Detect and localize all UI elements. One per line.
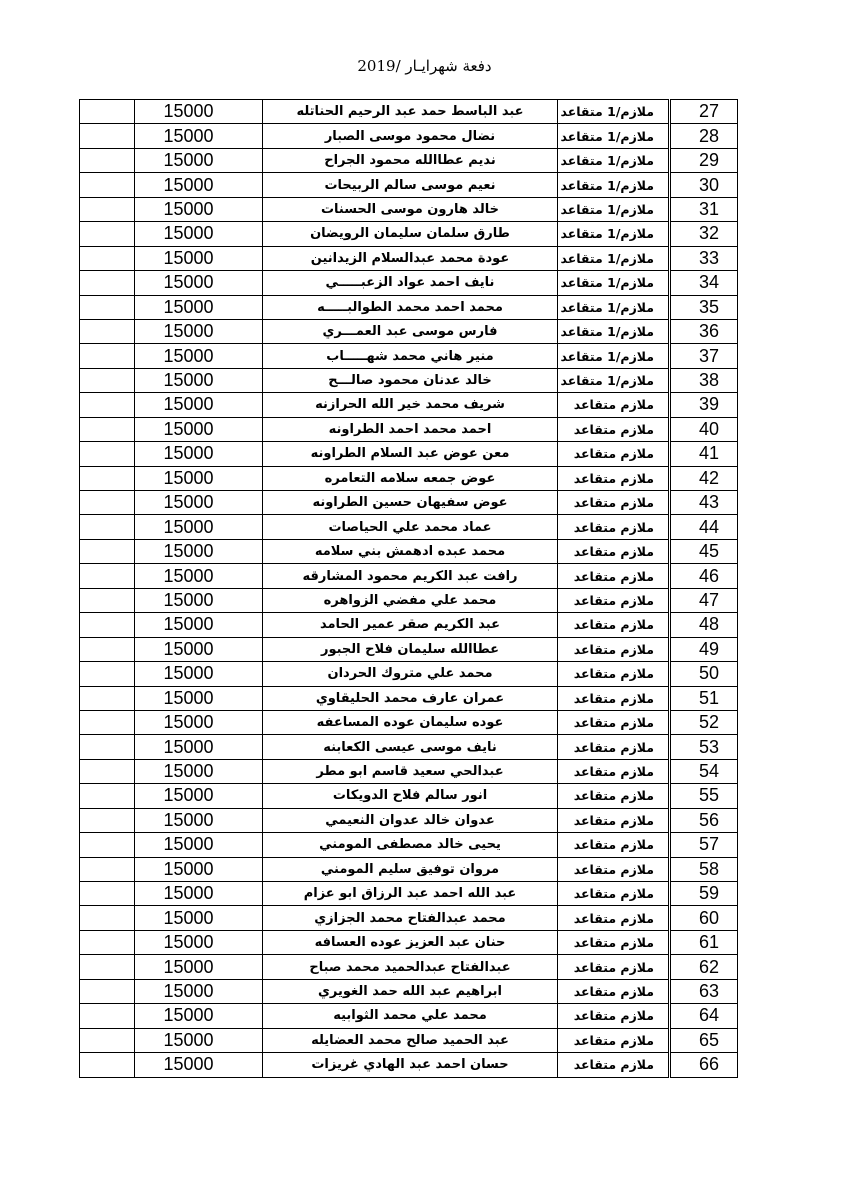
name-cell: عودة محمد عبدالسلام الزيدانين — [263, 246, 558, 270]
name-cell: نايف موسى عيسى الكعابنه — [263, 735, 558, 759]
name-cell: عبد الباسط حمد عبد الرحيم الحناتله — [263, 100, 558, 124]
amount-cell: 15000 — [135, 491, 263, 515]
table-row — [80, 906, 738, 930]
name-cell: محمد عبده ادهمش بني سلامه — [263, 539, 558, 563]
amount-cell: 15000 — [135, 197, 263, 221]
empty-cell — [80, 100, 135, 124]
name-cell: محمد علي محمد الثوابيه — [263, 1004, 558, 1028]
name-cell: احمد محمد احمد الطراونه — [263, 417, 558, 441]
rank-cell: ملازم/1 متقاعد — [558, 148, 670, 172]
table-row — [80, 295, 738, 319]
row-number-cell: 31 — [670, 197, 738, 221]
row-number-cell: 53 — [670, 735, 738, 759]
amount-cell: 15000 — [135, 979, 263, 1003]
name-cell: طارق سلمان سليمان الرويضان — [263, 222, 558, 246]
rank-cell: ملازم متقاعد — [558, 466, 670, 490]
empty-cell — [80, 662, 135, 686]
rank-cell: ملازم متقاعد — [558, 784, 670, 808]
table-row — [80, 344, 738, 368]
empty-cell — [80, 148, 135, 172]
rank-cell: ملازم متقاعد — [558, 491, 670, 515]
name-cell: عبدالفتاح عبدالحميد محمد صباح — [263, 955, 558, 979]
amount-cell: 15000 — [135, 564, 263, 588]
rank-cell: ملازم متقاعد — [558, 588, 670, 612]
table-row — [80, 319, 738, 343]
empty-cell — [80, 637, 135, 661]
amount-cell: 15000 — [135, 808, 263, 832]
empty-cell — [80, 368, 135, 392]
amount-cell: 15000 — [135, 710, 263, 734]
table-row — [80, 710, 738, 734]
row-number-cell: 56 — [670, 808, 738, 832]
table-row — [80, 857, 738, 881]
row-number-cell: 52 — [670, 710, 738, 734]
row-number-cell: 32 — [670, 222, 738, 246]
amount-cell: 15000 — [135, 466, 263, 490]
amount-cell: 15000 — [135, 930, 263, 954]
row-number-cell: 49 — [670, 637, 738, 661]
name-cell: عبد الله احمد عبد الرزاق ابو عزام — [263, 882, 558, 906]
empty-cell — [80, 1053, 135, 1077]
empty-cell — [80, 466, 135, 490]
row-number-cell: 65 — [670, 1028, 738, 1052]
empty-cell — [80, 588, 135, 612]
rank-cell: ملازم/1 متقاعد — [558, 271, 670, 295]
table-row — [80, 833, 738, 857]
row-number-cell: 45 — [670, 539, 738, 563]
row-number-cell: 37 — [670, 344, 738, 368]
table-row — [80, 393, 738, 417]
amount-cell: 15000 — [135, 222, 263, 246]
empty-cell — [80, 735, 135, 759]
name-cell: محمد عبدالفتاح محمد الجزازي — [263, 906, 558, 930]
empty-cell — [80, 491, 135, 515]
empty-cell — [80, 833, 135, 857]
row-number-cell: 51 — [670, 686, 738, 710]
amount-cell: 15000 — [135, 148, 263, 172]
empty-cell — [80, 246, 135, 270]
amount-cell: 15000 — [135, 515, 263, 539]
page-title: دفعة شهرايـار /2019 — [357, 57, 492, 75]
empty-cell — [80, 393, 135, 417]
empty-cell — [80, 955, 135, 979]
rank-cell: ملازم متقاعد — [558, 564, 670, 588]
empty-cell — [80, 784, 135, 808]
amount-cell: 15000 — [135, 539, 263, 563]
rank-cell: ملازم متقاعد — [558, 515, 670, 539]
rank-cell: ملازم متقاعد — [558, 759, 670, 783]
name-cell: محمد علي متروك الحردان — [263, 662, 558, 686]
name-cell: خالد هارون موسى الحسنات — [263, 197, 558, 221]
name-cell: نضال محمود موسى الصبار — [263, 124, 558, 148]
rank-cell: ملازم/1 متقاعد — [558, 344, 670, 368]
row-number-cell: 55 — [670, 784, 738, 808]
name-cell: عوده سليمان عوده المساعفه — [263, 710, 558, 734]
name-cell: معن عوض عبد السلام الطراونه — [263, 442, 558, 466]
amount-cell: 15000 — [135, 368, 263, 392]
name-cell: عبد الحميد صالح محمد العضايله — [263, 1028, 558, 1052]
row-number-cell: 29 — [670, 148, 738, 172]
row-number-cell: 61 — [670, 930, 738, 954]
name-cell: مروان توفيق سليم المومني — [263, 857, 558, 881]
name-cell: عدوان خالد عدوان النعيمي — [263, 808, 558, 832]
empty-cell — [80, 906, 135, 930]
row-number-cell: 43 — [670, 491, 738, 515]
empty-cell — [80, 857, 135, 881]
rank-cell: ملازم متقاعد — [558, 979, 670, 1003]
name-cell: انور سالم فلاح الدويكات — [263, 784, 558, 808]
rank-cell: ملازم متقاعد — [558, 857, 670, 881]
amount-cell: 15000 — [135, 295, 263, 319]
amount-cell: 15000 — [135, 246, 263, 270]
amount-cell: 15000 — [135, 857, 263, 881]
table-row — [80, 442, 738, 466]
row-number-cell: 42 — [670, 466, 738, 490]
name-cell: نايف احمد عواد الزعبـــــي — [263, 271, 558, 295]
table-row — [80, 491, 738, 515]
row-number-cell: 36 — [670, 319, 738, 343]
name-cell: عوض سفيهان حسين الطراونه — [263, 491, 558, 515]
row-number-cell: 44 — [670, 515, 738, 539]
table-row — [80, 1053, 738, 1077]
rank-cell: ملازم/1 متقاعد — [558, 368, 670, 392]
name-cell: نديم عطاالله محمود الجراح — [263, 148, 558, 172]
empty-cell — [80, 197, 135, 221]
table-row — [80, 979, 738, 1003]
row-number-cell: 34 — [670, 271, 738, 295]
amount-cell: 15000 — [135, 784, 263, 808]
row-number-cell: 40 — [670, 417, 738, 441]
table-row — [80, 124, 738, 148]
empty-cell — [80, 417, 135, 441]
table-row — [80, 784, 738, 808]
name-cell: عمران عارف محمد الحليقاوي — [263, 686, 558, 710]
table-row — [80, 197, 738, 221]
amount-cell: 15000 — [135, 319, 263, 343]
name-cell: رافت عبد الكريم محمود المشارقه — [263, 564, 558, 588]
table-row — [80, 564, 738, 588]
rank-cell: ملازم متقاعد — [558, 955, 670, 979]
rank-cell: ملازم متقاعد — [558, 808, 670, 832]
row-number-cell: 41 — [670, 442, 738, 466]
row-number-cell: 27 — [670, 100, 738, 124]
rank-cell: ملازم متقاعد — [558, 1053, 670, 1077]
rank-cell: ملازم/1 متقاعد — [558, 124, 670, 148]
rank-cell: ملازم/1 متقاعد — [558, 197, 670, 221]
rank-cell: ملازم متقاعد — [558, 930, 670, 954]
rank-cell: ملازم متقاعد — [558, 417, 670, 441]
amount-cell: 15000 — [135, 393, 263, 417]
rank-cell: ملازم متقاعد — [558, 735, 670, 759]
table-row — [80, 246, 738, 270]
name-cell: نعيم موسى سالم الربيحات — [263, 173, 558, 197]
table-row — [80, 466, 738, 490]
amount-cell: 15000 — [135, 906, 263, 930]
empty-cell — [80, 1004, 135, 1028]
amount-cell: 15000 — [135, 1053, 263, 1077]
table-row — [80, 1028, 738, 1052]
row-number-cell: 28 — [670, 124, 738, 148]
roster-table — [79, 99, 738, 1078]
table-row — [80, 539, 738, 563]
rank-cell: ملازم متقاعد — [558, 710, 670, 734]
empty-cell — [80, 1028, 135, 1052]
amount-cell: 15000 — [135, 442, 263, 466]
empty-cell — [80, 222, 135, 246]
empty-cell — [80, 515, 135, 539]
table-row — [80, 588, 738, 612]
table-row — [80, 735, 738, 759]
table-row — [80, 759, 738, 783]
name-cell: عماد محمد علي الحياصات — [263, 515, 558, 539]
empty-cell — [80, 295, 135, 319]
amount-cell: 15000 — [135, 686, 263, 710]
empty-cell — [80, 808, 135, 832]
rank-cell: ملازم/1 متقاعد — [558, 173, 670, 197]
name-cell: محمد علي مفضي الزواهره — [263, 588, 558, 612]
table-row — [80, 148, 738, 172]
rank-cell: ملازم/1 متقاعد — [558, 319, 670, 343]
empty-cell — [80, 686, 135, 710]
table-row — [80, 637, 738, 661]
empty-cell — [80, 124, 135, 148]
row-number-cell: 60 — [670, 906, 738, 930]
rank-cell: ملازم/1 متقاعد — [558, 222, 670, 246]
rank-cell: ملازم متقاعد — [558, 539, 670, 563]
empty-cell — [80, 344, 135, 368]
amount-cell: 15000 — [135, 637, 263, 661]
name-cell: منير هاني محمد شهـــــاب — [263, 344, 558, 368]
amount-cell: 15000 — [135, 417, 263, 441]
name-cell: فارس موسى عبد العمـــري — [263, 319, 558, 343]
row-number-cell: 46 — [670, 564, 738, 588]
name-cell: عطاالله سليمان فلاح الجبور — [263, 637, 558, 661]
rank-cell: ملازم متقاعد — [558, 613, 670, 637]
empty-cell — [80, 319, 135, 343]
rank-cell: ملازم/1 متقاعد — [558, 100, 670, 124]
row-number-cell: 66 — [670, 1053, 738, 1077]
rank-cell: ملازم متقاعد — [558, 882, 670, 906]
row-number-cell: 47 — [670, 588, 738, 612]
table-row — [80, 808, 738, 832]
empty-cell — [80, 759, 135, 783]
name-cell: حسان احمد عبد الهادي غريزات — [263, 1053, 558, 1077]
name-cell: شريف محمد خير الله الحرازنه — [263, 393, 558, 417]
empty-cell — [80, 979, 135, 1003]
name-cell: ابراهيم عبد الله حمد الغويري — [263, 979, 558, 1003]
empty-cell — [80, 710, 135, 734]
row-number-cell: 58 — [670, 857, 738, 881]
row-number-cell: 50 — [670, 662, 738, 686]
table-row — [80, 173, 738, 197]
table-row — [80, 686, 738, 710]
amount-cell: 15000 — [135, 100, 263, 124]
row-number-cell: 48 — [670, 613, 738, 637]
empty-cell — [80, 613, 135, 637]
name-cell: محمد احمد محمد الطوالبـــــه — [263, 295, 558, 319]
table-row — [80, 100, 738, 124]
amount-cell: 15000 — [135, 613, 263, 637]
row-number-cell: 35 — [670, 295, 738, 319]
table-row — [80, 662, 738, 686]
row-number-cell: 63 — [670, 979, 738, 1003]
table-row — [80, 1004, 738, 1028]
name-cell: عبدالحي سعيد قاسم ابو مطر — [263, 759, 558, 783]
amount-cell: 15000 — [135, 344, 263, 368]
row-number-cell: 64 — [670, 1004, 738, 1028]
name-cell: خالد عدنان محمود صالـــح — [263, 368, 558, 392]
row-number-cell: 30 — [670, 173, 738, 197]
rank-cell: ملازم/1 متقاعد — [558, 295, 670, 319]
amount-cell: 15000 — [135, 662, 263, 686]
amount-cell: 15000 — [135, 955, 263, 979]
table-row — [80, 613, 738, 637]
amount-cell: 15000 — [135, 173, 263, 197]
rank-cell: ملازم متقاعد — [558, 1028, 670, 1052]
amount-cell: 15000 — [135, 1028, 263, 1052]
rank-cell: ملازم متقاعد — [558, 662, 670, 686]
rank-cell: ملازم متقاعد — [558, 1004, 670, 1028]
table-row — [80, 882, 738, 906]
table-row — [80, 368, 738, 392]
rank-cell: ملازم متقاعد — [558, 393, 670, 417]
roster-table-body — [80, 100, 738, 1078]
empty-cell — [80, 271, 135, 295]
table-row — [80, 955, 738, 979]
row-number-cell: 62 — [670, 955, 738, 979]
amount-cell: 15000 — [135, 735, 263, 759]
amount-cell: 15000 — [135, 124, 263, 148]
rank-cell: ملازم/1 متقاعد — [558, 246, 670, 270]
amount-cell: 15000 — [135, 882, 263, 906]
rank-cell: ملازم متقاعد — [558, 833, 670, 857]
rank-cell: ملازم متقاعد — [558, 686, 670, 710]
rank-cell: ملازم متقاعد — [558, 442, 670, 466]
row-number-cell: 57 — [670, 833, 738, 857]
row-number-cell: 54 — [670, 759, 738, 783]
empty-cell — [80, 882, 135, 906]
amount-cell: 15000 — [135, 271, 263, 295]
amount-cell: 15000 — [135, 759, 263, 783]
table-row — [80, 417, 738, 441]
amount-cell: 15000 — [135, 1004, 263, 1028]
table-row — [80, 222, 738, 246]
table-row — [80, 930, 738, 954]
name-cell: عوض جمعه سلامه التعامره — [263, 466, 558, 490]
row-number-cell: 39 — [670, 393, 738, 417]
empty-cell — [80, 173, 135, 197]
empty-cell — [80, 564, 135, 588]
empty-cell — [80, 930, 135, 954]
row-number-cell: 38 — [670, 368, 738, 392]
row-number-cell: 33 — [670, 246, 738, 270]
name-cell: يحيى خالد مصطفى المومني — [263, 833, 558, 857]
empty-cell — [80, 539, 135, 563]
rank-cell: ملازم متقاعد — [558, 906, 670, 930]
amount-cell: 15000 — [135, 588, 263, 612]
name-cell: عبد الكريم صقر عمير الحامد — [263, 613, 558, 637]
row-number-cell: 59 — [670, 882, 738, 906]
name-cell: حنان عبد العزيز عوده العسافه — [263, 930, 558, 954]
empty-cell — [80, 442, 135, 466]
rank-cell: ملازم متقاعد — [558, 637, 670, 661]
table-row — [80, 271, 738, 295]
table-row — [80, 515, 738, 539]
amount-cell: 15000 — [135, 833, 263, 857]
